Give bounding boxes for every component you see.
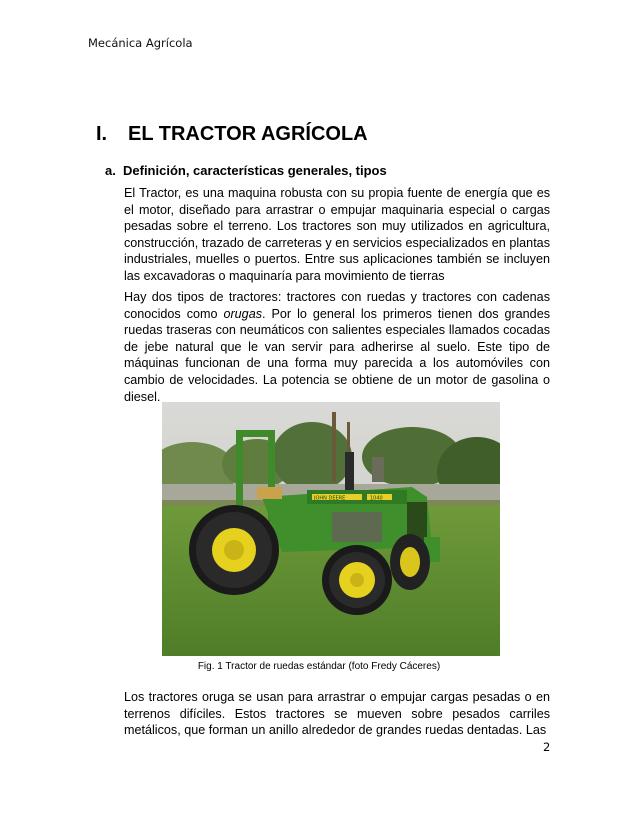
badge-text: JOHN DEERE: [314, 495, 346, 502]
subsection-letter: a.: [105, 163, 116, 178]
paragraph-types-text-1: Hay dos tipos de tractores: tractores con ruedas y tractores con cadenas conocidos como: [124, 290, 550, 321]
paragraph-types-italic: orugas: [223, 306, 262, 321]
section-number: I.: [96, 123, 108, 145]
model-text: 1040: [370, 495, 383, 502]
running-header: Mecánica Agrícola: [88, 36, 193, 50]
paragraph-types: [124, 289, 550, 405]
page-number: 2: [543, 740, 551, 754]
section-heading: [96, 123, 368, 146]
figure-caption: Fig. 1 Tractor de ruedas estándar (foto Fredy Cáceres): [197, 661, 441, 672]
subsection-title: Definición, características generales, tipos: [123, 163, 387, 178]
tractor-photo: [162, 402, 500, 656]
paragraph-crawler: Los tractores oruga se usan para arrastrar o empujar cargas pesadas o en terrenos difíciles. Estos tractores se mueven sobre pesados carriles metálicos, que forman un anillo alrededor de grandes ruedas dentadas. Las: [124, 690, 550, 738]
section-title: EL TRACTOR AGRÍCOLA: [128, 123, 368, 145]
paragraph-types-text-2: . Por lo general los primeros tienen dos grandes ruedas traseras con neumáticos con salientes especiales llamados cocadas de jebe natural que le van servir para adherirse al suelo. Este tipo de máquinas funcionan de una forma muy parecida a los automóviles con cambio de velocidades. La potencia se obtiene de un motor de gasolina o diesel.: [124, 306, 550, 404]
paragraph-definition: El Tractor, es una maquina robusta con su propia fuente de energía que es el motor, diseñado para arrastrar o empujar maquinaria especial o cargas pesadas sobre el terreno. Los tractores son muy utilizados en agricultura, construcción, trazado de carreteras y en servicios especializados en plantas industriales, muelles o puertos. Entre sus aplicaciones también se incluyen las excavadoras o maquinaría para movimiento de tierras: [124, 186, 550, 283]
subsection-heading: [105, 163, 387, 178]
